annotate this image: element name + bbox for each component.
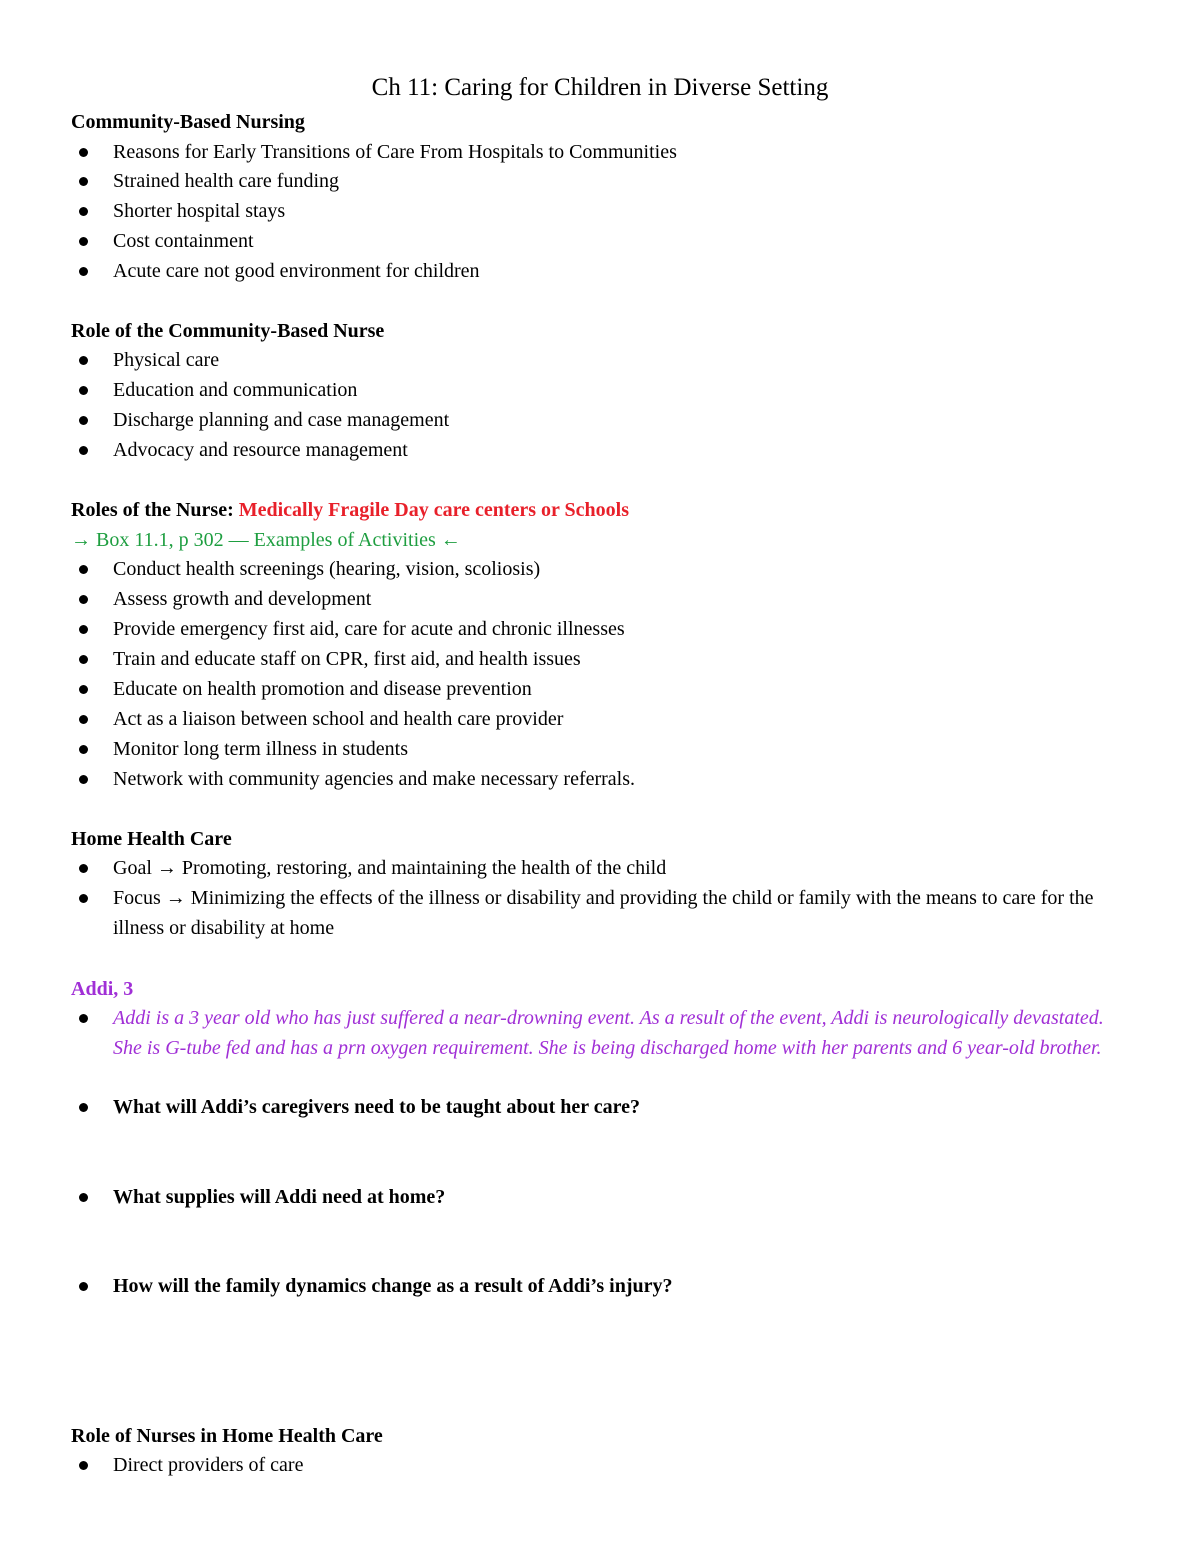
list-item: Monitor long term illness in students — [113, 734, 1123, 764]
bullet-icon — [79, 745, 88, 754]
list-item: Shorter hospital stays — [113, 196, 1123, 226]
bullet-icon — [79, 775, 88, 784]
list-item: Physical care — [113, 345, 1123, 375]
list-item: Discharge planning and case management — [113, 405, 1123, 435]
bullet-icon — [79, 864, 88, 873]
list-item: Reasons for Early Transitions of Care From Hospitals to Communities — [113, 137, 1123, 167]
bullet-icon — [79, 237, 88, 246]
case-study-heading: Addi, 3 — [71, 978, 134, 1000]
list-item: Strained health care funding — [113, 166, 1123, 196]
list-item: Conduct health screenings (hearing, vision, scoliosis) — [113, 554, 1123, 584]
bullet-icon — [79, 1282, 88, 1291]
list-item: Focus → Minimizing the effects of the illness or disability and providing the child or family with the means to care for the illness or disability at home — [113, 883, 1123, 943]
section-heading-home-health-care: Home Health Care — [71, 828, 232, 850]
bullet-icon — [79, 685, 88, 694]
section-heading-community-nursing: Community-Based Nursing — [71, 111, 305, 133]
case-question: What will Addi’s caregivers need to be taught about her care? — [113, 1092, 1123, 1122]
list-item: Act as a liaison between school and health care provider — [113, 704, 1123, 734]
case-scenario: Addi is a 3 year old who has just suffered a near-drowning event. As a result of the event, Addi is neurologically devastated. She is G-tube fed and has a prn oxygen requirement. She is being discharged home with her parents and 6 year-old brother. — [113, 1003, 1123, 1063]
list-item: Network with community agencies and make necessary referrals. — [113, 764, 1123, 794]
heading-highlight: Medically Fragile Day care centers or Schools — [238, 499, 630, 521]
bullet-icon — [79, 595, 88, 604]
list-item: Educate on health promotion and disease prevention — [113, 674, 1123, 704]
box-reference: → Box 11.1, p 302 — Examples of Activities ← — [71, 529, 461, 551]
bullet-icon — [79, 894, 88, 903]
bullet-icon — [79, 148, 88, 157]
bullet-icon — [79, 1461, 88, 1470]
bullet-icon — [79, 446, 88, 455]
list-item: Cost containment — [113, 226, 1123, 256]
bullet-icon — [79, 386, 88, 395]
section-heading-role-home-health: Role of Nurses in Home Health Care — [71, 1425, 383, 1447]
list-item: Direct providers of care — [113, 1450, 1123, 1480]
list-item: Goal → Promoting, restoring, and maintaining the health of the child — [113, 853, 1123, 883]
bullet-icon — [79, 1103, 88, 1112]
bullet-icon — [79, 416, 88, 425]
bullet-icon — [79, 267, 88, 276]
list-item: Education and communication — [113, 375, 1123, 405]
bullet-icon — [79, 356, 88, 365]
list-item: Train and educate staff on CPR, first aid, and health issues — [113, 644, 1123, 674]
list-item: Provide emergency first aid, care for acute and chronic illnesses — [113, 614, 1123, 644]
bullet-icon — [79, 1193, 88, 1202]
page-title: Ch 11: Caring for Children in Diverse Setting — [371, 74, 829, 101]
list-item: Assess growth and development — [113, 584, 1123, 614]
case-question: What supplies will Addi need at home? — [113, 1182, 1123, 1212]
list-item: Advocacy and resource management — [113, 435, 1123, 465]
bullet-icon — [79, 1014, 88, 1023]
bullet-icon — [79, 655, 88, 664]
list-item: Acute care not good environment for children — [113, 256, 1123, 286]
section-heading-roles-of-nurse: Roles of the Nurse: Medically Fragile Day care centers or Schools — [71, 499, 630, 521]
bullet-icon — [79, 177, 88, 186]
section-heading-role-community-nurse: Role of the Community-Based Nurse — [71, 320, 385, 342]
case-question: How will the family dynamics change as a result of Addi’s injury? — [113, 1271, 1123, 1301]
bullet-icon — [79, 625, 88, 634]
bullet-icon — [79, 565, 88, 574]
bullet-icon — [79, 715, 88, 724]
bullet-icon — [79, 207, 88, 216]
